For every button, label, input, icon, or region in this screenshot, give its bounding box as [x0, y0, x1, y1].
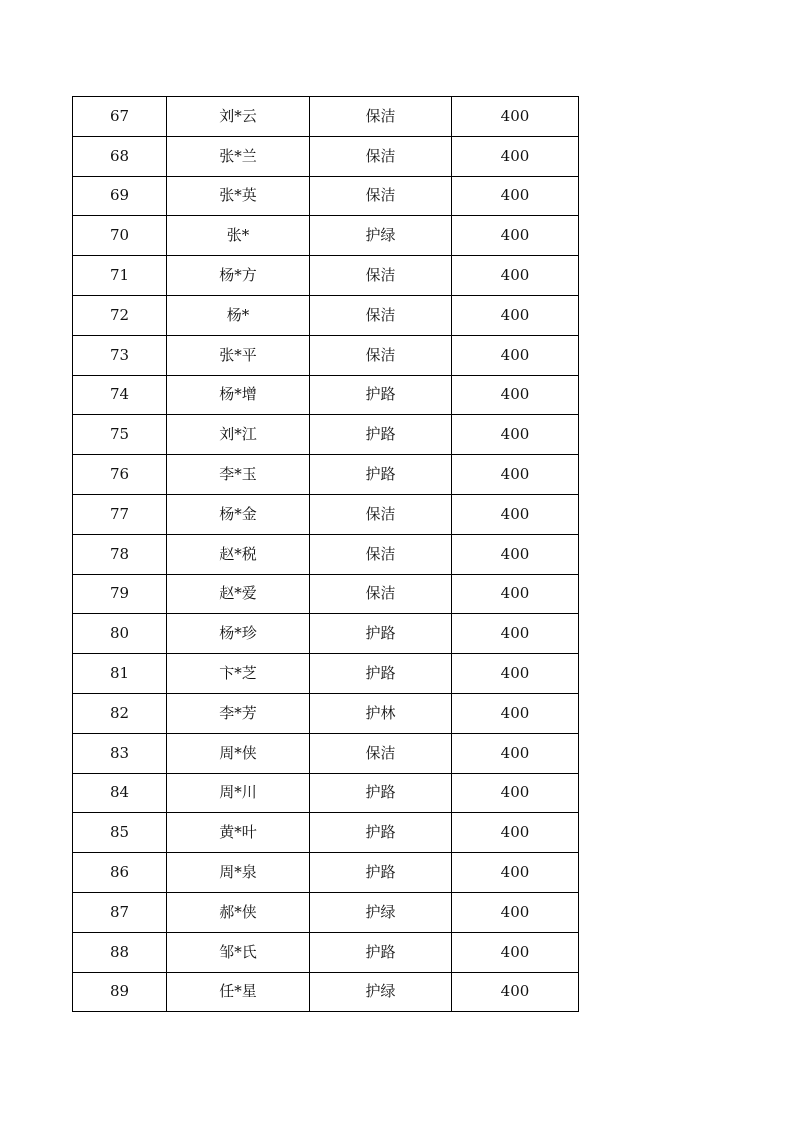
table-row — [73, 216, 579, 256]
table-row — [73, 853, 579, 893]
amount-cell: 400 — [452, 295, 579, 335]
row-number-cell: 85 — [73, 813, 167, 853]
row-number-cell: 68 — [73, 136, 167, 176]
amount-cell: 400 — [452, 216, 579, 256]
job-type-cell: 保洁 — [310, 534, 452, 574]
roster-table-body — [73, 97, 579, 1012]
job-type-cell: 保洁 — [310, 335, 452, 375]
row-number-cell: 89 — [73, 972, 167, 1012]
name-cell: 杨* — [167, 295, 310, 335]
row-number-cell: 84 — [73, 773, 167, 813]
job-type-cell: 保洁 — [310, 97, 452, 137]
table-row — [73, 972, 579, 1012]
job-type-cell: 保洁 — [310, 295, 452, 335]
name-cell: 卞*芝 — [167, 654, 310, 694]
table-row — [73, 574, 579, 614]
table-row — [73, 136, 579, 176]
name-cell: 李*芳 — [167, 693, 310, 733]
row-number-cell: 81 — [73, 654, 167, 694]
job-type-cell: 护林 — [310, 693, 452, 733]
amount-cell: 400 — [452, 853, 579, 893]
name-cell: 李*玉 — [167, 455, 310, 495]
name-cell: 张*平 — [167, 335, 310, 375]
name-cell: 杨*增 — [167, 375, 310, 415]
name-cell: 周*侠 — [167, 733, 310, 773]
amount-cell: 400 — [452, 415, 579, 455]
table-row — [73, 693, 579, 733]
row-number-cell: 72 — [73, 295, 167, 335]
job-type-cell: 护路 — [310, 853, 452, 893]
row-number-cell: 79 — [73, 574, 167, 614]
table-row — [73, 813, 579, 853]
row-number-cell: 86 — [73, 853, 167, 893]
row-number-cell: 87 — [73, 892, 167, 932]
row-number-cell: 77 — [73, 494, 167, 534]
table-row — [73, 97, 579, 137]
amount-cell: 400 — [452, 693, 579, 733]
table-row — [73, 455, 579, 495]
amount-cell: 400 — [452, 256, 579, 296]
job-type-cell: 护路 — [310, 773, 452, 813]
amount-cell: 400 — [452, 654, 579, 694]
amount-cell: 400 — [452, 375, 579, 415]
row-number-cell: 75 — [73, 415, 167, 455]
amount-cell: 400 — [452, 335, 579, 375]
table-row — [73, 733, 579, 773]
name-cell: 杨*金 — [167, 494, 310, 534]
name-cell: 邹*氏 — [167, 932, 310, 972]
job-type-cell: 保洁 — [310, 574, 452, 614]
table-row — [73, 654, 579, 694]
job-type-cell: 保洁 — [310, 136, 452, 176]
table-row — [73, 415, 579, 455]
job-type-cell: 保洁 — [310, 176, 452, 216]
row-number-cell: 83 — [73, 733, 167, 773]
amount-cell: 400 — [452, 773, 579, 813]
row-number-cell: 76 — [73, 455, 167, 495]
amount-cell: 400 — [452, 455, 579, 495]
row-number-cell: 71 — [73, 256, 167, 296]
amount-cell: 400 — [452, 813, 579, 853]
job-type-cell: 护绿 — [310, 892, 452, 932]
amount-cell: 400 — [452, 574, 579, 614]
job-type-cell: 护路 — [310, 415, 452, 455]
row-number-cell: 88 — [73, 932, 167, 972]
table-row — [73, 494, 579, 534]
job-type-cell: 护绿 — [310, 216, 452, 256]
name-cell: 赵*爱 — [167, 574, 310, 614]
job-type-cell: 保洁 — [310, 494, 452, 534]
table-row — [73, 932, 579, 972]
amount-cell: 400 — [452, 136, 579, 176]
job-type-cell: 护绿 — [310, 972, 452, 1012]
job-type-cell: 护路 — [310, 375, 452, 415]
name-cell: 张*兰 — [167, 136, 310, 176]
row-number-cell: 78 — [73, 534, 167, 574]
job-type-cell: 保洁 — [310, 733, 452, 773]
row-number-cell: 67 — [73, 97, 167, 137]
table-row — [73, 375, 579, 415]
name-cell: 刘*云 — [167, 97, 310, 137]
name-cell: 杨*珍 — [167, 614, 310, 654]
job-type-cell: 护路 — [310, 654, 452, 694]
row-number-cell: 69 — [73, 176, 167, 216]
table-row — [73, 773, 579, 813]
job-type-cell: 护路 — [310, 813, 452, 853]
roster-table — [72, 96, 579, 1012]
table-row — [73, 614, 579, 654]
name-cell: 刘*江 — [167, 415, 310, 455]
table-row — [73, 295, 579, 335]
amount-cell: 400 — [452, 733, 579, 773]
name-cell: 张* — [167, 216, 310, 256]
name-cell: 黄*叶 — [167, 813, 310, 853]
name-cell: 郝*侠 — [167, 892, 310, 932]
job-type-cell: 护路 — [310, 932, 452, 972]
amount-cell: 400 — [452, 932, 579, 972]
amount-cell: 400 — [452, 892, 579, 932]
table-row — [73, 176, 579, 216]
row-number-cell: 80 — [73, 614, 167, 654]
name-cell: 周*川 — [167, 773, 310, 813]
name-cell: 张*英 — [167, 176, 310, 216]
name-cell: 杨*方 — [167, 256, 310, 296]
row-number-cell: 73 — [73, 335, 167, 375]
amount-cell: 400 — [452, 494, 579, 534]
table-row — [73, 534, 579, 574]
table-row — [73, 892, 579, 932]
job-type-cell: 护路 — [310, 455, 452, 495]
amount-cell: 400 — [452, 97, 579, 137]
amount-cell: 400 — [452, 972, 579, 1012]
amount-cell: 400 — [452, 614, 579, 654]
job-type-cell: 护路 — [310, 614, 452, 654]
table-row — [73, 256, 579, 296]
name-cell: 任*星 — [167, 972, 310, 1012]
amount-cell: 400 — [452, 176, 579, 216]
row-number-cell: 82 — [73, 693, 167, 733]
table-row — [73, 335, 579, 375]
row-number-cell: 70 — [73, 216, 167, 256]
name-cell: 周*泉 — [167, 853, 310, 893]
row-number-cell: 74 — [73, 375, 167, 415]
name-cell: 赵*税 — [167, 534, 310, 574]
job-type-cell: 保洁 — [310, 256, 452, 296]
amount-cell: 400 — [452, 534, 579, 574]
